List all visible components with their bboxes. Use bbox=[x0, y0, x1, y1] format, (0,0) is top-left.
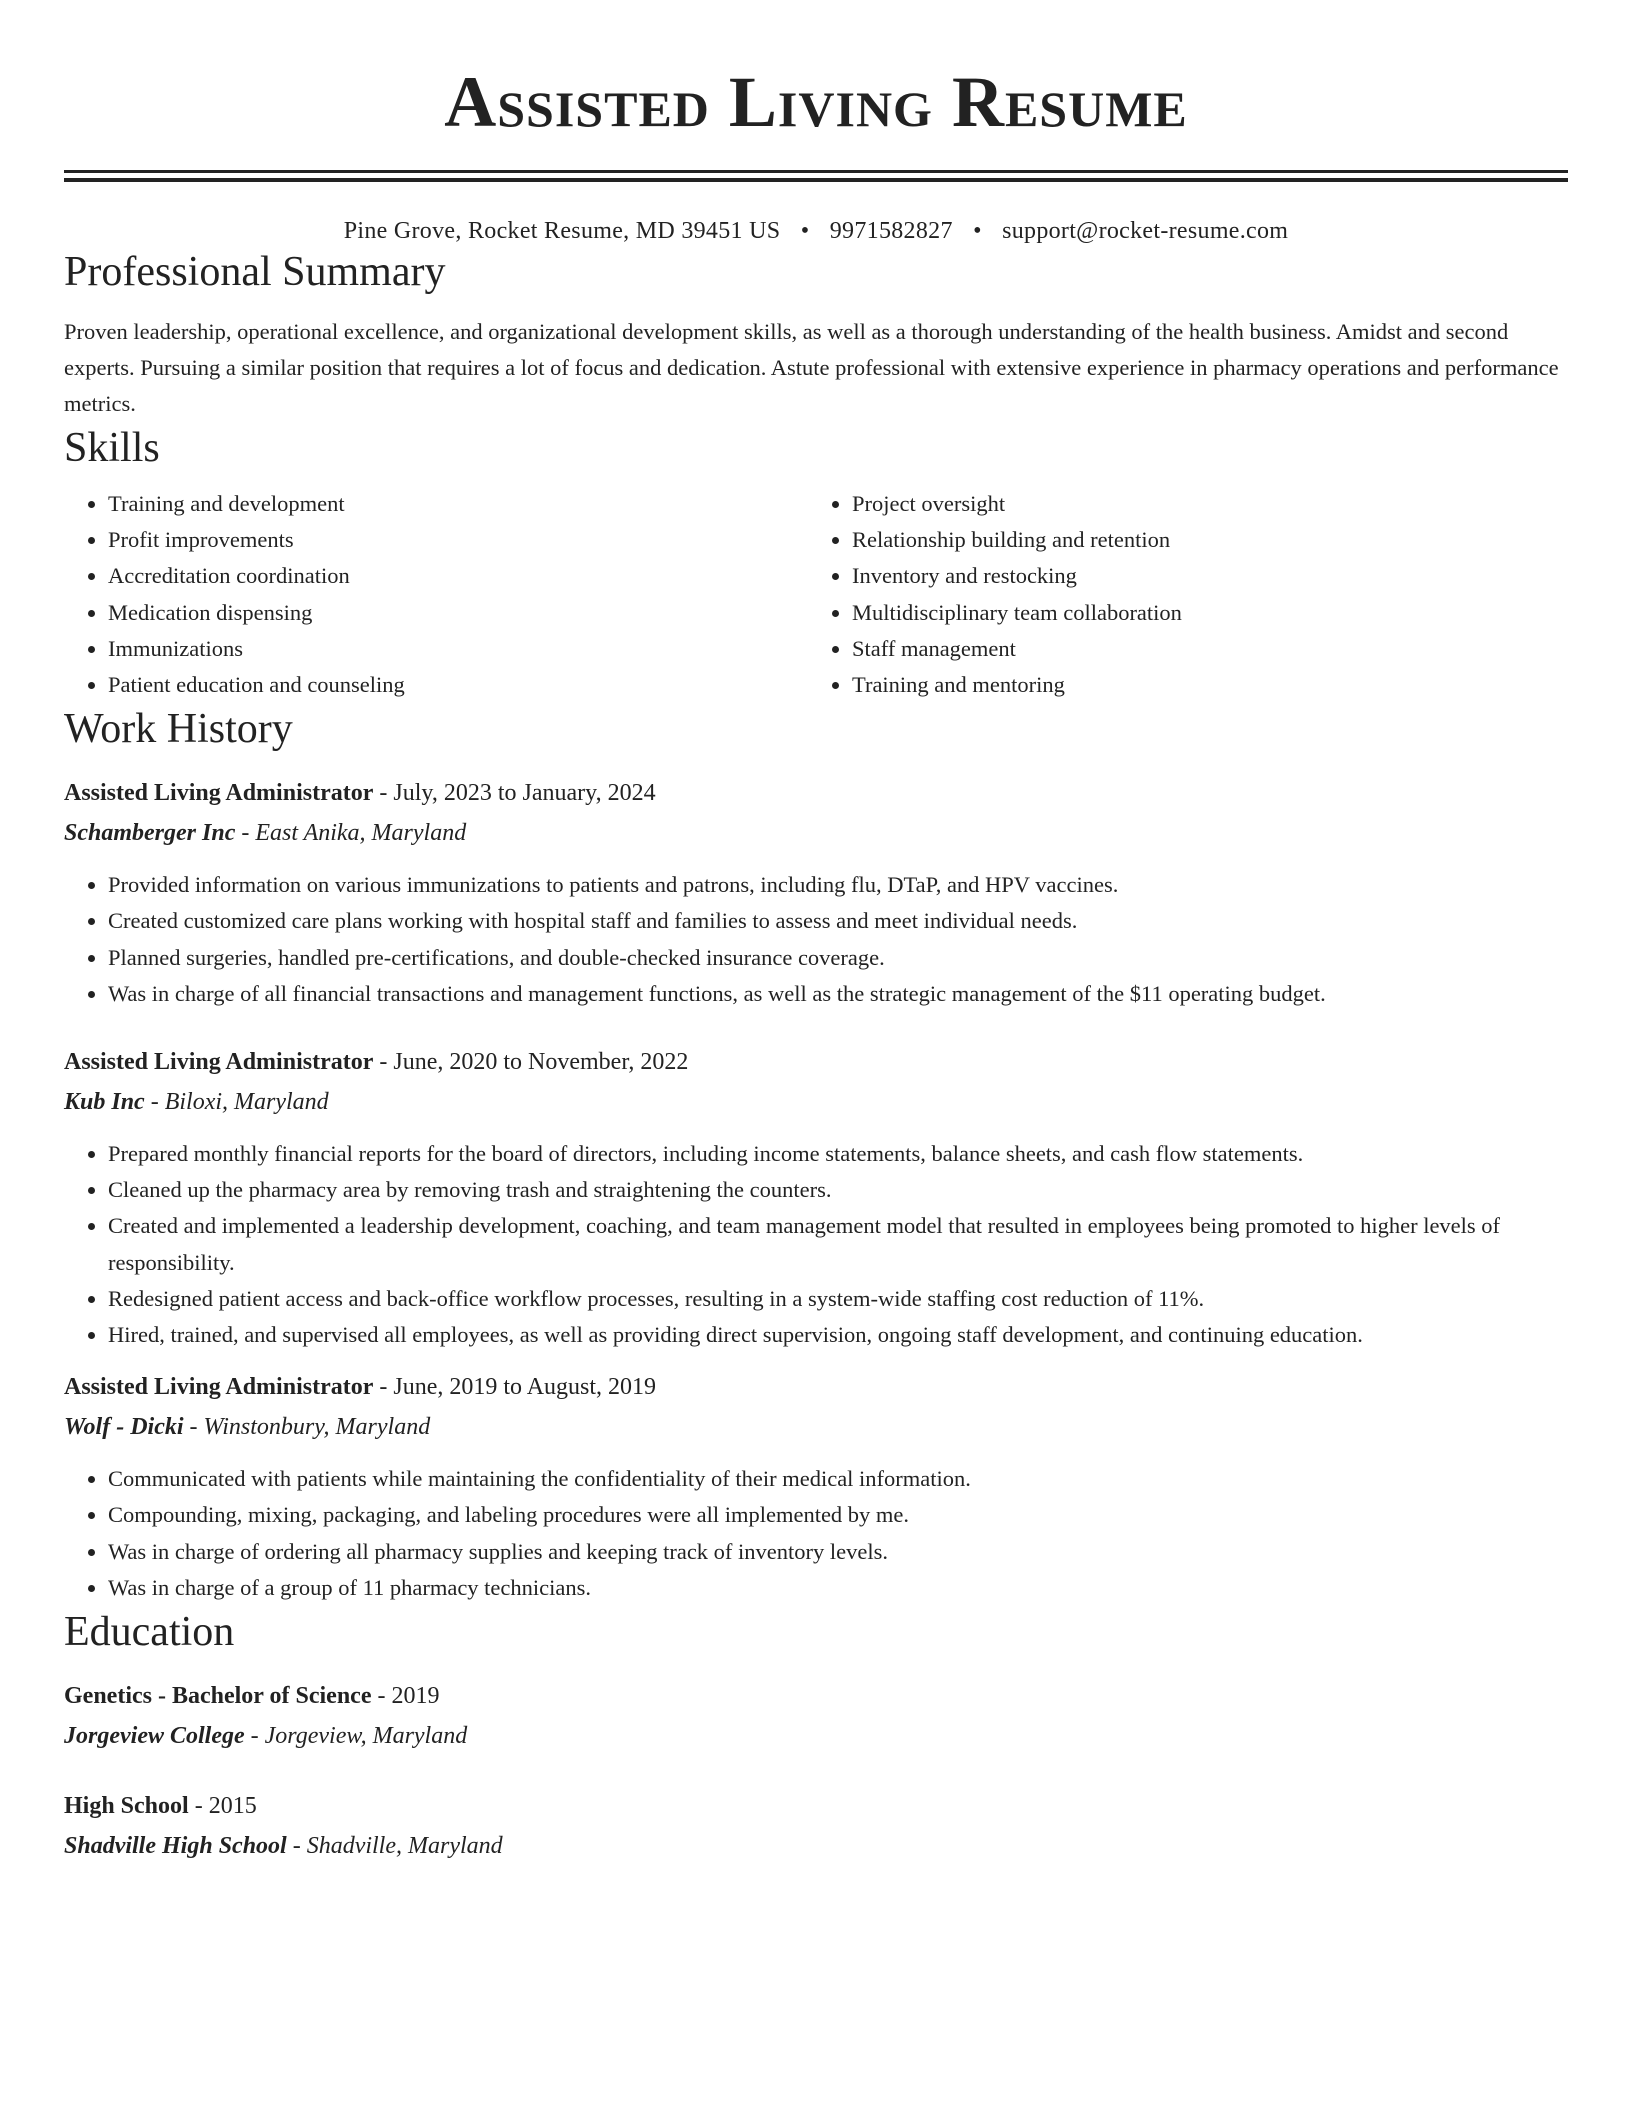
degree-line bbox=[64, 1676, 1568, 1716]
title-divider bbox=[64, 170, 1568, 182]
contact-line bbox=[64, 216, 1568, 246]
company-location: - East Anika, Maryland bbox=[235, 820, 467, 847]
job-dates: - July, 2023 to January, 2024 bbox=[373, 780, 656, 807]
job-title: Assisted Living Administrator bbox=[64, 1049, 374, 1076]
degree-year: - 2015 bbox=[188, 1793, 257, 1820]
contact-separator: • bbox=[973, 218, 982, 244]
skills-heading: Skills bbox=[64, 425, 160, 471]
job-title: Assisted Living Administrator bbox=[64, 780, 374, 807]
job-bullet: • Cleaned up the pharmacy area by removing trash and straightening the counters. bbox=[108, 1172, 1568, 1208]
job-bullets bbox=[64, 1136, 1568, 1353]
degree-year: - 2019 bbox=[371, 1683, 440, 1710]
job-bullet: • Hired, trained, and supervised all employees, as well as providing direct supervision, ongoing staff development, and continuing education. bbox=[108, 1317, 1568, 1353]
skills-column-left bbox=[64, 486, 808, 703]
contact-separator: • bbox=[800, 218, 810, 244]
skill-item: • Immunizations bbox=[108, 631, 808, 667]
job-bullet: • Planned surgeries, handled pre-certifications, and double-checked insurance coverage. bbox=[108, 940, 1568, 976]
company-line bbox=[64, 1082, 1568, 1122]
contact-address: Pine Grove, Rocket Resume, MD 39451 US bbox=[343, 218, 781, 244]
job-bullet: • Was in charge of ordering all pharmacy supplies and keeping track of inventory levels. bbox=[108, 1534, 1568, 1570]
skill-item: • Training and mentoring bbox=[852, 667, 1552, 703]
company-location: - Winstonbury, Maryland bbox=[183, 1414, 431, 1441]
education-entry bbox=[64, 1786, 1568, 1866]
skill-item: • Accreditation coordination bbox=[108, 558, 808, 594]
job-title-line bbox=[64, 1042, 1568, 1082]
skill-item: • Profit improvements bbox=[108, 522, 808, 558]
job-title-line bbox=[64, 1367, 1568, 1407]
skill-item: • Patient education and counseling bbox=[108, 667, 808, 703]
skill-item: • Medication dispensing bbox=[108, 595, 808, 631]
job-bullet: • Was in charge of a group of 11 pharmacy technicians. bbox=[108, 1570, 1568, 1606]
job-bullet: • Redesigned patient access and back-office workflow processes, resulting in a system-wide staffing cost reduction of 11%. bbox=[108, 1281, 1568, 1317]
job-title-line bbox=[64, 773, 1568, 813]
summary-text: Proven leadership, operational excellence, and organizational development skills, as well as a thorough understanding of the health business. Amidst and second experts. Pursuing a similar position that requires a lot of focus and dedication. Astute professional with extensive experience in pharmacy operations and performance metrics. bbox=[64, 319, 1559, 416]
school-name: Shadville High School bbox=[64, 1833, 287, 1860]
job-dates: - June, 2019 to August, 2019 bbox=[373, 1374, 657, 1401]
job-title: Assisted Living Administrator bbox=[64, 1374, 374, 1401]
skill-item: • Training and development bbox=[108, 486, 808, 522]
school-line bbox=[64, 1826, 1568, 1866]
school-location: - Jorgeview, Maryland bbox=[244, 1723, 468, 1750]
company-name: Wolf - Dicki bbox=[64, 1414, 184, 1441]
skill-item: • Multidisciplinary team collaboration bbox=[852, 595, 1552, 631]
skill-item: • Project oversight bbox=[852, 486, 1552, 522]
job-bullet: • Prepared monthly financial reports for the board of directors, including income statements, balance sheets, and cash flow statements. bbox=[108, 1136, 1568, 1172]
job-entry bbox=[64, 1042, 1568, 1353]
job-bullet: • Was in charge of all financial transactions and management functions, as well as the strategic management of the $11 operating budget. bbox=[108, 976, 1568, 1012]
contact-phone: 9971582827 bbox=[829, 218, 953, 244]
job-bullet: • Created and implemented a leadership development, coaching, and team management model that resulted in employees being promoted to higher levels of responsibility. bbox=[108, 1208, 1568, 1280]
degree-line bbox=[64, 1786, 1568, 1826]
skills-column-right bbox=[808, 486, 1552, 703]
work-history-heading: Work History bbox=[64, 706, 293, 753]
job-entry bbox=[64, 773, 1568, 1012]
education-heading: Education bbox=[64, 1609, 235, 1656]
company-name: Schamberger Inc bbox=[64, 820, 236, 847]
skills-list bbox=[64, 486, 1568, 703]
company-name: Kub Inc bbox=[64, 1089, 145, 1116]
school-name: Jorgeview College bbox=[64, 1723, 245, 1750]
school-line bbox=[64, 1716, 1568, 1756]
contact-email: support@rocket-resume.com bbox=[1002, 218, 1289, 244]
skill-item: • Relationship building and retention bbox=[852, 522, 1552, 558]
job-bullets bbox=[64, 1461, 1568, 1606]
company-line bbox=[64, 1407, 1568, 1447]
skill-item: • Inventory and restocking bbox=[852, 558, 1552, 594]
company-location: - Biloxi, Maryland bbox=[144, 1089, 329, 1116]
degree-name: High School bbox=[64, 1793, 189, 1820]
job-bullets bbox=[64, 867, 1568, 1012]
company-line bbox=[64, 813, 1568, 853]
resume-title: Assisted Living Resume bbox=[444, 62, 1188, 142]
job-entry bbox=[64, 1367, 1568, 1606]
job-dates: - June, 2020 to November, 2022 bbox=[373, 1049, 689, 1076]
summary-heading: Professional Summary bbox=[64, 249, 446, 295]
job-bullet: • Provided information on various immunizations to patients and patrons, including flu, DTaP, and HPV vaccines. bbox=[108, 867, 1568, 903]
education-entry bbox=[64, 1676, 1568, 1756]
job-bullet: • Communicated with patients while maintaining the confidentiality of their medical information. bbox=[108, 1461, 1568, 1497]
school-location: - Shadville, Maryland bbox=[286, 1833, 503, 1860]
degree-name: Genetics - Bachelor of Science bbox=[64, 1683, 372, 1710]
job-bullet: • Compounding, mixing, packaging, and labeling procedures were all implemented by me. bbox=[108, 1497, 1568, 1533]
skill-item: • Staff management bbox=[852, 631, 1552, 667]
job-bullet: • Created customized care plans working with hospital staff and families to assess and meet individual needs. bbox=[108, 903, 1568, 939]
